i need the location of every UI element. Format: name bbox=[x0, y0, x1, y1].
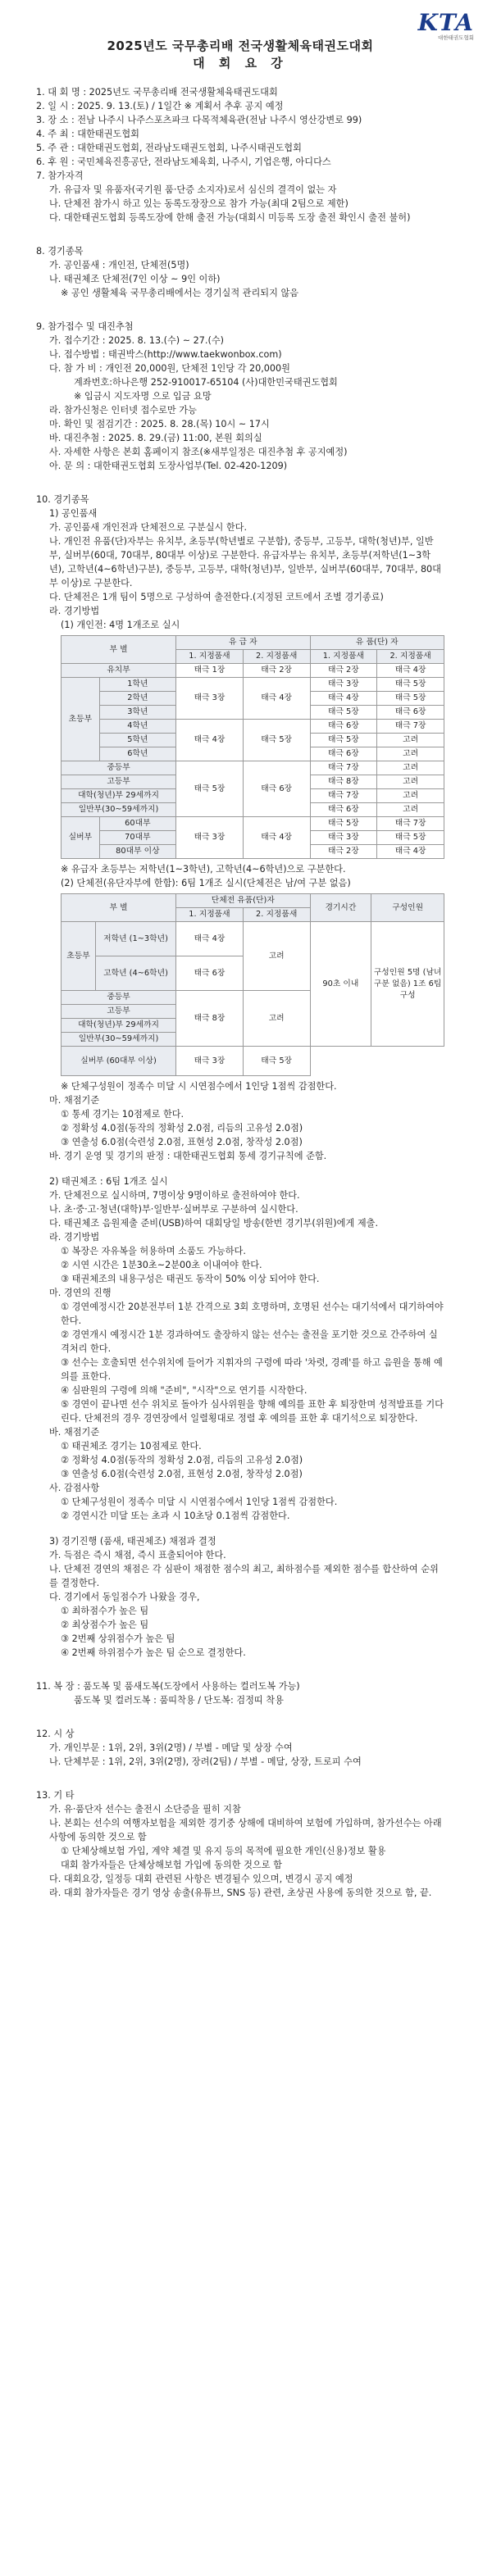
eligibility-item: 나. 단체전 참가시 하고 있는 동록도장장으로 참가 가능(최대 2팀으로 제한) bbox=[49, 198, 348, 209]
info-line: 2. 일 시 : 2025. 9. 13.(토) / 1일간 ※ 계획서 추후 공지 예정 bbox=[36, 101, 284, 111]
rule-subitem: ① 단체구성원이 정족수 미달 시 시연점수에서 1인당 1점씩 감점한다. bbox=[61, 1497, 338, 1507]
rule-item: 다. 경기에서 동일점수가 나왔을 경우, bbox=[49, 1592, 200, 1602]
table-cell: 태극 5장 bbox=[176, 761, 244, 817]
row-label: 1학년 bbox=[99, 678, 175, 692]
row-label: 중등부 bbox=[61, 761, 176, 775]
subsection-heading: 2) 태권체조 : 6팀 1개조 실시 bbox=[49, 1176, 168, 1187]
rule-subitem: ① 복장은 자유복을 허용하며 소품도 가능하다. bbox=[61, 1246, 246, 1256]
row-group-label: 초등부 bbox=[61, 678, 100, 761]
section-awards bbox=[36, 1727, 444, 1769]
document-title: 2025년도 국무총리배 전국생활체육태권도대회 bbox=[107, 39, 374, 53]
table-cell: 태극 1장 bbox=[176, 664, 244, 678]
registration-item: 아. 문 의 : 대한태권도협회 도장사업부(Tel. 02-420-1209) bbox=[49, 461, 288, 471]
table-row bbox=[61, 720, 444, 734]
table-cell: 태극 4장 bbox=[377, 845, 444, 859]
row-label: 2학년 bbox=[99, 692, 175, 706]
rule-subitem: ② 최상점수가 높은 팀 bbox=[61, 1620, 149, 1630]
info-line: 1. 대 회 명 : 2025년도 국무총리배 전국생활체육태권도대회 bbox=[36, 87, 278, 98]
table-cell: 태극 6장 bbox=[310, 747, 377, 761]
table-cell: 태극 7장 bbox=[377, 720, 444, 734]
rule-subitem: ④ 심판원의 구령에 의해 "준비", "시작"으로 연기를 시작한다. bbox=[61, 1385, 308, 1396]
section-basic-info bbox=[36, 85, 444, 225]
rule-item: 라. 경기방법 bbox=[49, 1232, 100, 1243]
rule-item: 마. 경연의 진행 bbox=[49, 1288, 112, 1298]
deposit-note: ※ 입금시 지도자명 으로 입금 요망 bbox=[74, 391, 212, 402]
rule-subitem: ① 통세 경기는 10점제로 한다. bbox=[61, 1109, 184, 1120]
misc-subitem: ① 단체상해보험 가입, 계약 체결 및 유지 등의 목적에 필요한 개인(신용)정보 활용 bbox=[61, 1846, 386, 1856]
subsection-heading: 3) 경기진행 (품새, 태권체조) 채점과 결정 bbox=[49, 1536, 216, 1547]
rule-item: 가. 공인품새 개인전과 단체전으로 구분실시 한다. bbox=[49, 522, 248, 533]
col-header-team: 단체전 유품(단)자 bbox=[176, 894, 310, 908]
rule-subitem: ② 경연시간 미달 또는 초과 시 10초당 0.1점씩 감점한다. bbox=[61, 1511, 290, 1521]
table-cell: 태극 8장 bbox=[310, 775, 377, 789]
table-cell: 태극 4장 bbox=[377, 664, 444, 678]
col-header-time: 경기시간 bbox=[310, 894, 371, 922]
table-cell: 태극 3장 bbox=[176, 1047, 244, 1076]
row-label: 5학년 bbox=[99, 734, 175, 747]
document-subtitle: 대 회 요 강 bbox=[193, 56, 288, 70]
table-cell: 90초 이내 bbox=[310, 922, 371, 1047]
table-cell: 태극 5장 bbox=[377, 692, 444, 706]
rule-item: 바. 채점기준 bbox=[49, 1427, 100, 1438]
team-table-wrap bbox=[36, 893, 444, 1076]
registration-item: 가. 접수기간 : 2025. 8. 13.(수) ~ 27.(수) bbox=[49, 335, 224, 346]
section-competition-rules bbox=[36, 493, 444, 1660]
rule-item: 나. 단체전 경연의 채점은 각 심판이 채점한 점수의 최고, 최하점수를 제외한 점수를 합산하여 순위를 결정한다. bbox=[49, 1564, 439, 1588]
table-row bbox=[61, 664, 444, 678]
table-cell: 태극 6장 bbox=[377, 706, 444, 720]
table-cell: 고려 bbox=[377, 803, 444, 817]
eligibility-item: 가. 유급자 및 유품자(국기원 품·단증 소지자)로서 심신의 결격이 없는 자 bbox=[49, 184, 337, 195]
subsection-heading: 1) 공인품새 bbox=[49, 508, 98, 519]
registration-item: 다. 참 가 비 : 개인전 20,000원, 단체전 1인당 각 20,000원 bbox=[49, 363, 290, 374]
misc-subitem: 대회 참가자들은 단체상해보험 가입에 동의한 것으로 함 bbox=[61, 1860, 282, 1870]
table-cell: 태극 5장 bbox=[377, 678, 444, 692]
row-label: 실버부 (60대부 이상) bbox=[61, 1047, 176, 1076]
table-cell: 태극 2장 bbox=[243, 664, 310, 678]
col-header-members: 구성인원 bbox=[371, 894, 444, 922]
registration-item: 마. 확인 및 점검기간 : 2025. 8. 28.(목) 10시 ~ 17시 bbox=[49, 419, 270, 429]
table-cell: 태극 3장 bbox=[176, 817, 244, 859]
row-label: 대학(청년)부 29세까지 bbox=[61, 789, 176, 803]
table-cell: 태극 6장 bbox=[310, 803, 377, 817]
row-label: 고등부 bbox=[61, 775, 176, 789]
award-item: 나. 단체부문 : 1위, 2위, 3위(2명), 장려(2팀) / 부별 - 메달, 상장, 트로피 수여 bbox=[49, 1756, 362, 1767]
table-cell: 고려 bbox=[243, 922, 310, 991]
table-cell: 태극 7장 bbox=[377, 817, 444, 831]
table-cell: 태극 5장 bbox=[243, 1047, 310, 1076]
row-label: 4학년 bbox=[99, 720, 175, 734]
table-cell: 태극 5장 bbox=[310, 706, 377, 720]
table-cell: 태극 6장 bbox=[243, 761, 310, 817]
table-row bbox=[61, 761, 444, 775]
info-line: 7. 참가자격 bbox=[36, 170, 84, 181]
col-header-poom: 유 품(단) 자 bbox=[310, 636, 444, 650]
rule-item: 다. 단체전은 1개 팀이 5명으로 구성하여 출전한다.(지정된 코트에서 조별 경기종료) bbox=[49, 592, 384, 602]
registration-item: 라. 참가신청은 인터넷 접수로만 가능 bbox=[49, 405, 197, 416]
col-header-designated-1: 1. 지정품새 bbox=[176, 908, 244, 922]
rule-item: 라. 경기방법 bbox=[49, 606, 100, 616]
row-label: 70대부 bbox=[99, 831, 175, 845]
table-cell: 구성인원 5명 (남녀 구분 없음) 1조 6팀 구성 bbox=[371, 922, 444, 1047]
row-group-label: 실버부 bbox=[61, 817, 100, 859]
rule-subitem: (1) 개인전: 4명 1개조로 실시 bbox=[61, 620, 180, 630]
rule-item: 다. 태권체조 음원제출 준비(USB)하여 대회당일 방송(한번 경기부(위원)에게 제출. bbox=[49, 1218, 379, 1229]
section-heading: 11. 복 장 : 품도복 및 품새도복(도장에서 사용하는 컬러도복 가능) bbox=[36, 1681, 300, 1692]
rule-item: 나. 초·중·고·청년(대학)부·일반부·실버부로 구분하여 실시한다. bbox=[49, 1204, 298, 1215]
row-label: 일반부(30~59세까지) bbox=[61, 803, 176, 817]
eligibility-item: 다. 대한태권도협회 등록도장에 한해 출전 가능(대회시 미등록 도장 출전 확인시 출전 불허) bbox=[49, 212, 411, 223]
rule-subitem: ② 정확성 4.0점(동작의 정확성 2.0점, 리듬의 고유성 2.0점) bbox=[61, 1123, 303, 1134]
table-note: ※ 유급자 초등부는 저학년(1~3학년), 고학년(4~6학년)으로 구분한다. bbox=[61, 864, 346, 875]
table-cell: 태극 4장 bbox=[310, 692, 377, 706]
row-label: 80대부 이상 bbox=[99, 845, 175, 859]
individual-poomsae-table bbox=[61, 635, 444, 859]
col-header-designated-1: 1. 지정품새 bbox=[176, 650, 244, 664]
col-header-group: 부 별 bbox=[61, 636, 176, 664]
uniform-detail: 품도복 및 컬러도복 : 품띠착용 / 단도복: 검정띠 착용 bbox=[74, 1695, 284, 1706]
event-note: ※ 공인 생활체육 국무총리배에서는 경기실적 관리되지 않음 bbox=[61, 288, 299, 298]
section-heading: 9. 참가접수 및 대진추첨 bbox=[36, 321, 134, 332]
table-note: ※ 단체구성원이 정족수 미달 시 시연점수에서 1인당 1점씩 감점한다. bbox=[61, 1081, 337, 1092]
award-item: 가. 개인부문 : 1위, 2위, 3위(2명) / 부별 - 메달 및 상장 수여 bbox=[49, 1742, 293, 1753]
table-cell: 태극 2장 bbox=[310, 845, 377, 859]
table-cell: 고려 bbox=[377, 734, 444, 747]
registration-item: 나. 접수방법 : 태권박스(http://www.taekwonbox.com) bbox=[49, 349, 282, 360]
row-label: 일반부(30~59세까지) bbox=[61, 1033, 176, 1047]
section-uniform bbox=[36, 1679, 444, 1707]
table-cell: 태극 8장 bbox=[176, 991, 244, 1047]
rule-subitem: (2) 단체전(유단자부에 한함): 6팀 1개조 실시(단체전은 남/여 구분 없음) bbox=[61, 878, 351, 888]
table-cell: 태극 3장 bbox=[176, 678, 244, 720]
misc-item: 가. 유·품단자 선수는 출전시 소단증을 필히 지참 bbox=[49, 1804, 241, 1815]
row-label: 3학년 bbox=[99, 706, 175, 720]
row-label: 60대부 bbox=[99, 817, 175, 831]
col-header-kyup: 유 급 자 bbox=[176, 636, 310, 650]
col-header-designated-2: 2. 지정품새 bbox=[377, 650, 444, 664]
table-cell: 고려 bbox=[377, 789, 444, 803]
rule-subitem: ① 태권체조 경기는 10점제로 한다. bbox=[61, 1441, 202, 1452]
rule-item: 나. 개인전 유품(단)자부는 유치부, 초등부(학년별로 구분함), 중등부, 고등부, 대학(청년)부, 일반부, 실버부(60대, 70대부, 80대부 이상)로 구분한다. 유급자부는 유치부, 초등부(저학년(1~3학년), 고학년(4~6학년)구분), 중등부, 고등부, 대학(청년)부, 일반부, 실버부(60대부, 70대부, 80대부 이상)로 구분한다. bbox=[49, 536, 441, 588]
section-misc bbox=[36, 1788, 444, 1900]
info-line: 6. 후 원 : 국민체육진흥공단, 전라남도체육회, 나주시, 기업은행, 아디다스 bbox=[36, 157, 331, 167]
table-cell: 고려 bbox=[377, 761, 444, 775]
rule-item: 가. 단체전으로 실시하며, 7명이상 9명이하로 출전하여야 한다. bbox=[49, 1190, 300, 1201]
table-cell: 태극 4장 bbox=[176, 720, 244, 761]
row-label: 6학년 bbox=[99, 747, 175, 761]
rule-subitem: ③ 2번째 상위점수가 높은 팀 bbox=[61, 1633, 175, 1644]
rule-item: 바. 경기 운영 및 경기의 판정 : 대한태권도협회 통세 경기규칙에 준함. bbox=[49, 1151, 327, 1161]
rule-item: 사. 감점사항 bbox=[49, 1483, 100, 1493]
event-item: 나. 태권체조 단체전(7인 이상 ~ 9인 이하) bbox=[49, 274, 221, 284]
table-cell: 태극 3장 bbox=[310, 678, 377, 692]
rule-subitem: ① 경연예정시간 20분전부터 1분 간격으로 3회 호명하며, 호명된 선수는 대기석에서 대기하여야 한다. bbox=[61, 1302, 444, 1326]
table-cell: 태극 4장 bbox=[176, 922, 244, 956]
rule-subitem: ② 경연개시 예정시간 1분 경과하여도 출장하지 않는 선수는 출전을 포기한 것으로 간주하여 실격처리 한다. bbox=[61, 1329, 438, 1354]
individual-table-wrap bbox=[36, 635, 444, 859]
row-label: 중등부 bbox=[61, 991, 176, 1005]
col-header-designated-1: 1. 지정품새 bbox=[310, 650, 377, 664]
table-cell: 태극 5장 bbox=[310, 817, 377, 831]
team-poomsae-table bbox=[61, 893, 444, 1076]
rule-subitem: ③ 연출성 6.0점(숙련성 2.0점, 표현성 2.0점, 창작성 2.0점) bbox=[61, 1469, 303, 1479]
table-row bbox=[61, 678, 444, 692]
kta-logo bbox=[418, 11, 474, 41]
table-row bbox=[61, 1047, 444, 1076]
rule-subitem: ④ 2번째 하위점수가 높은 팀 순으로 결정한다. bbox=[61, 1647, 246, 1658]
info-line: 5. 주 관 : 대한태권도협회, 전라남도태권도협회, 나주시태권도협회 bbox=[36, 143, 302, 153]
row-label: 대학(청년)부 29세까지 bbox=[61, 1019, 176, 1033]
rule-subitem: ② 정확성 4.0점(동작의 정확성 2.0점, 리듬의 고유성 2.0점) bbox=[61, 1455, 303, 1465]
rule-item: 가. 득점은 즉시 채점, 즉시 표출되어야 한다. bbox=[49, 1550, 226, 1561]
registration-item: 사. 자세한 사항은 본회 홈페이지 참조(※새부일정은 대진추첨 후 공지예정) bbox=[49, 447, 348, 457]
event-item: 가. 공인품새 : 개인전, 단체전(5명) bbox=[49, 260, 189, 270]
table-cell: 태극 4장 bbox=[243, 817, 310, 859]
table-cell: 태극 3장 bbox=[310, 831, 377, 845]
misc-item: 다. 대회요강, 일정등 대회 관련된 사항은 변경될수 있으며, 변경시 공지 예정 bbox=[49, 1874, 353, 1884]
misc-item: 라. 대회 참가자들은 경기 영상 송출(유튜브, SNS 등) 관련, 초상권 사용에 동의한 것으로 함, 끝. bbox=[49, 1888, 432, 1898]
row-group-label: 초등부 bbox=[61, 922, 96, 991]
rule-subitem: ③ 선수는 호출되면 선수위치에 들어가 지휘자의 구령에 따라 '차렷, 경례'를 하고 음원을 통해 예의를 표한다. bbox=[61, 1357, 443, 1382]
table-cell: 태극 5장 bbox=[243, 720, 310, 761]
logo-org-name: 대한태권도협회 bbox=[438, 34, 474, 41]
rule-subitem: ② 시연 시간은 1분30초~2분00초 이내여야 한다. bbox=[61, 1260, 262, 1270]
table-cell: 태극 6장 bbox=[176, 956, 244, 991]
row-label: 고등부 bbox=[61, 1005, 176, 1019]
misc-item: 나. 본회는 선수의 여행자보험을 제외한 경기중 상해에 대비하여 보험에 가입하며, 참가선수는 아래 사항에 동의한 것으로 함 bbox=[49, 1818, 442, 1842]
table-row bbox=[61, 817, 444, 831]
rule-item: 마. 채점기준 bbox=[49, 1095, 100, 1106]
section-heading: 10. 경기종목 bbox=[36, 494, 89, 505]
table-cell: 태극 7장 bbox=[310, 789, 377, 803]
table-cell: 태극 2장 bbox=[310, 664, 377, 678]
registration-item: 바. 대진추첨 : 2025. 8. 29.(금) 11:00, 본원 회의실 bbox=[49, 433, 262, 443]
table-cell: 고려 bbox=[377, 747, 444, 761]
section-heading: 8. 경기종목 bbox=[36, 246, 84, 257]
table-cell: 고려 bbox=[243, 991, 310, 1047]
table-cell: 태극 6장 bbox=[310, 720, 377, 734]
col-header-group: 부 별 bbox=[61, 894, 176, 922]
section-events bbox=[36, 244, 444, 300]
table-row bbox=[61, 922, 444, 956]
section-registration bbox=[36, 320, 444, 473]
section-heading: 12. 시 상 bbox=[36, 1729, 75, 1739]
rule-subitem: ③ 태권체조의 내용구성은 태권도 동작이 50% 이상 되어야 한다. bbox=[61, 1274, 320, 1284]
rule-subitem: ⑤ 경연이 끝나면 선수 위치로 돌아가 심사위원을 향해 예의를 표한 후 퇴장한며 성적발표를 기다린다. 단체전의 경우 경연장에서 일렬횡대로 정렬 후 예의를 표한 후 대기석으로 퇴장한다. bbox=[61, 1399, 444, 1424]
table-cell: 태극 7장 bbox=[310, 761, 377, 775]
info-line: 3. 장 소 : 전남 나주시 나주스포츠파크 다목적체육관(전남 나주시 영산강변로 99) bbox=[36, 115, 362, 125]
section-heading: 13. 기 타 bbox=[36, 1790, 75, 1801]
table-cell: 태극 5장 bbox=[377, 831, 444, 845]
row-label: 저학년 (1~3학년) bbox=[96, 922, 176, 956]
col-header-designated-2: 2. 지정품새 bbox=[243, 908, 310, 922]
bank-account: 계좌번호:하나은행 252-910017-65104 (사)대한민국태권도협회 bbox=[74, 377, 338, 388]
logo-mark: KTA bbox=[417, 9, 474, 36]
table-cell: 태극 4장 bbox=[243, 678, 310, 720]
table-cell: 고려 bbox=[377, 775, 444, 789]
row-label: 고학년 (4~6학년) bbox=[96, 956, 176, 991]
rule-subitem: ③ 연출성 6.0점(숙련성 2.0점, 표현성 2.0점, 창작성 2.0점) bbox=[61, 1137, 303, 1147]
info-line: 4. 주 최 : 대한태권도협회 bbox=[36, 129, 139, 139]
row-label: 유치부 bbox=[61, 664, 176, 678]
table-cell: 태극 5장 bbox=[310, 734, 377, 747]
rule-subitem: ① 최하점수가 높은 팀 bbox=[61, 1606, 149, 1616]
col-header-designated-2: 2. 지정품새 bbox=[243, 650, 310, 664]
